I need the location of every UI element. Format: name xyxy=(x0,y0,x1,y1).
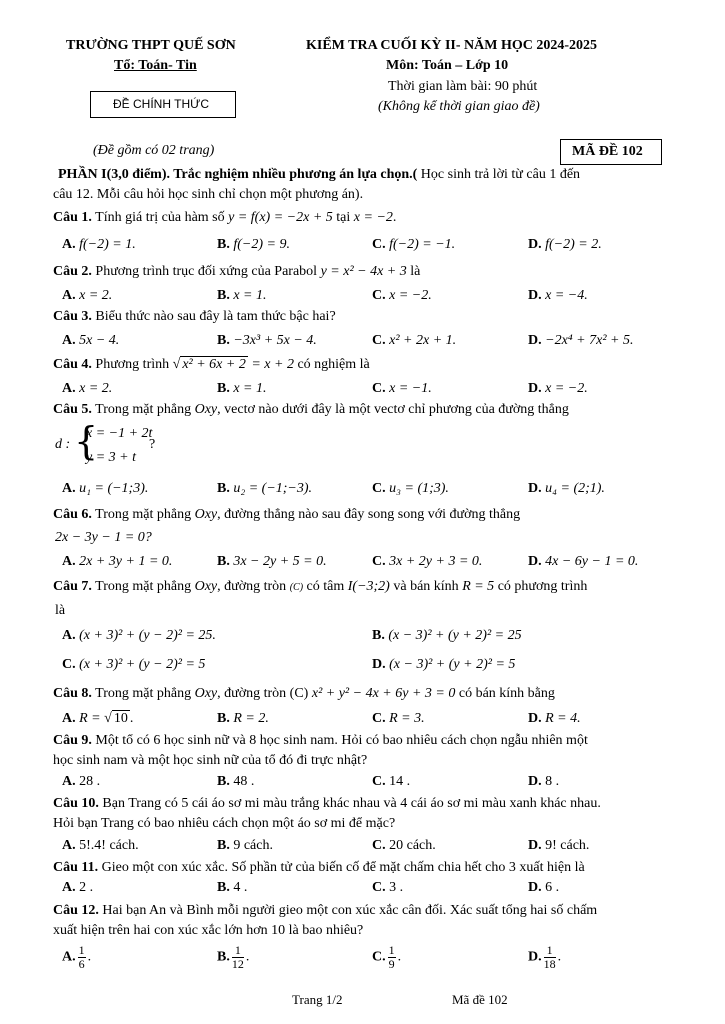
q1-tail: tại xyxy=(332,210,354,225)
question-9: Câu 9. Một tổ có 6 học sinh nữ và 8 học sinh nam. Hỏi có bao nhiêu cách chọn ngẫu nhiên một xyxy=(53,733,588,748)
q1-end: . xyxy=(392,210,397,225)
q5-sys-1: x = −1 + 2t xyxy=(86,426,153,441)
q7-option-a[interactable]: A. (x + 3)² + (y − 2)² = 25. xyxy=(62,628,216,643)
school-name: TRƯỜNG THPT QUẾ SƠN xyxy=(66,38,236,53)
q3-option-a[interactable]: A. 5x − 4. xyxy=(62,333,120,348)
q11-option-b[interactable]: B. 4 . xyxy=(217,880,248,895)
q12-option-b[interactable]: B. $\frac{1}{12}$ . xyxy=(217,943,250,971)
q7-option-c[interactable]: C. (x + 3)² + (y − 2)² = 5 xyxy=(62,657,206,672)
q1-label: Câu 1. xyxy=(53,210,92,225)
q9-option-d[interactable]: D. 8 . xyxy=(528,774,560,789)
q3-option-d[interactable]: D. −2x⁴ + 7x² + 5. xyxy=(528,333,634,348)
q10-option-a[interactable]: A. 5!.4! cách. xyxy=(62,838,139,853)
q7-option-d[interactable]: D. (x − 3)² + (y + 2)² = 5 xyxy=(372,657,516,672)
question-1 xyxy=(53,210,396,226)
q8-option-d[interactable]: D. R = 4. xyxy=(528,711,581,726)
q4-option-d[interactable]: D. x = −2. xyxy=(528,381,588,396)
q6-option-a[interactable]: A. 2x + 3y + 1 = 0. xyxy=(62,554,173,569)
q4-option-a[interactable]: A. x = 2. xyxy=(62,381,113,396)
footer-code: Mã đề 102 xyxy=(452,992,508,1007)
question-7: Câu 7. Trong mặt phẳng Oxy, đường tròn (C) có tâm I(−3;2) và bán kính R = 5 có phương trình xyxy=(53,579,588,594)
q6-option-b[interactable]: B. 3x − 2y + 5 = 0. xyxy=(217,554,327,569)
q4-option-c[interactable]: C. x = −1. xyxy=(372,381,432,396)
question-6: Câu 6. Trong mặt phẳng Oxy, đường thẳng nào sau đây song song với đường thẳng xyxy=(53,507,521,522)
q12-option-c[interactable]: C. $\frac{1}{9}$ . xyxy=(372,943,402,971)
question-8: Câu 8. Trong mặt phẳng Oxy, đường tròn (C) x² + y² − 4x + 6y + 3 = 0 có bán kính bằng xyxy=(53,686,555,701)
exam-time: Thời gian làm bài: 90 phút xyxy=(388,79,538,94)
q12-option-a[interactable]: A. $\frac{1}{6}$ . xyxy=(62,943,92,971)
q4-option-b[interactable]: B. x = 1. xyxy=(217,381,267,396)
q5-line-d: d : xyxy=(55,437,71,452)
q10-option-d[interactable]: D. 9! cách. xyxy=(528,838,590,853)
question-10: Câu 10. Bạn Trang có 5 cái áo sơ mi màu trắng khác nhau và 4 cái áo sơ mi màu xanh khác nhau. xyxy=(53,796,601,811)
question-3: Câu 3. Biểu thức nào sau đây là tam thức bậc hai? xyxy=(53,309,336,324)
exam-note: (Không kể thời gian giao đề) xyxy=(378,99,540,114)
q1-option-d[interactable]: D. f(−2) = 2. xyxy=(528,237,602,252)
q2-option-a[interactable]: A. x = 2. xyxy=(62,288,113,303)
q8-option-a[interactable]: A. R = √ 10 . xyxy=(62,711,134,726)
q5-option-c[interactable]: C. u₃ = (1;3). xyxy=(372,481,449,496)
sqrt-sign: √ xyxy=(172,357,181,372)
q9-option-c[interactable]: C. 14 . xyxy=(372,774,411,789)
q11-option-a[interactable]: A. 2 . xyxy=(62,880,94,895)
q3-option-c[interactable]: C. x² + 2x + 1. xyxy=(372,333,457,348)
q5-qmark: ? xyxy=(149,437,156,452)
exam-subject: Môn: Toán – Lớp 10 xyxy=(386,58,509,73)
q12-line2: xuất hiện trên hai con xúc xắc lớn hơn 10 là bao nhiêu? xyxy=(53,923,364,938)
q12-option-d[interactable]: D. $\frac{1}{18}$ . xyxy=(528,943,562,971)
exam-title: KIỂM TRA CUỐI KỲ II- NĂM HỌC 2024-2025 xyxy=(306,38,598,53)
q6-line2: 2x − 3y − 1 = 0? xyxy=(55,530,152,545)
q6-option-c[interactable]: C. 3x + 2y + 3 = 0. xyxy=(372,554,483,569)
q5-option-b[interactable]: B. u₂ = (−1;−3). xyxy=(217,481,313,496)
q5-option-d[interactable]: D. u₄ = (2;1). xyxy=(528,481,605,496)
exam-code: MÃ ĐỀ 102 xyxy=(572,144,643,159)
q10-line2: Hỏi bạn Trang có bao nhiêu cách chọn một áo sơ mi để mặc? xyxy=(53,816,396,831)
question-5: Câu 5. Trong mặt phẳng Oxy, vectơ nào dưới đây là một vectơ chỉ phương của đường thẳng xyxy=(53,402,569,417)
q3-option-b[interactable]: B. −3x³ + 5x − 4. xyxy=(217,333,317,348)
q1-at: x = −2 xyxy=(353,210,393,225)
question-12: Câu 12. Hai bạn An và Bình mỗi người gieo một con xúc xắc cân đối. Xác suất tổng hai số chấm xyxy=(53,903,598,918)
q9-option-b[interactable]: B. 48 . xyxy=(217,774,255,789)
q1-option-b[interactable]: B. f(−2) = 9. xyxy=(217,237,290,252)
footer-page: Trang 1/2 xyxy=(292,992,343,1007)
q5-option-a[interactable]: A. u₁ = (−1;3). xyxy=(62,481,149,496)
official-label: ĐỀ CHÍNH THỨC xyxy=(113,97,210,111)
q2-option-c[interactable]: C. x = −2. xyxy=(372,288,432,303)
q8-option-b[interactable]: B. R = 2. xyxy=(217,711,269,726)
q1-expr: y = f(x) = −2x + 5 xyxy=(228,210,333,225)
part1-line2: câu 12. Mỗi câu hỏi học sinh chỉ chọn một phương án). xyxy=(53,187,364,202)
q6-option-d[interactable]: D. 4x − 6y − 1 = 0. xyxy=(528,554,639,569)
q10-option-b[interactable]: B. 9 cách. xyxy=(217,838,273,853)
part1-title: PHẦN I(3,0 điểm). Trắc nghiệm nhiều phương án lựa chọn.( xyxy=(58,167,418,182)
q7-option-b[interactable]: B. (x − 3)² + (y + 2)² = 25 xyxy=(372,628,522,643)
q1-text: Tính giá trị của hàm số xyxy=(91,210,229,225)
q9-option-a[interactable]: A. 28 . xyxy=(62,774,101,789)
part1-line1 xyxy=(58,167,580,183)
q1-option-a[interactable]: A. f(−2) = 1. xyxy=(62,237,136,252)
q8-option-c[interactable]: C. R = 3. xyxy=(372,711,425,726)
question-4: Câu 4. Phương trình √ x² + 6x + 2 = x + 2 có nghiệm là xyxy=(53,357,370,372)
question-11: Câu 11. Gieo một con xúc xắc. Số phần tử của biến cố để mặt chấm chia hết cho 3 xuất hiện là xyxy=(53,860,585,875)
q9-line2: học sinh nam và một học sinh nữ của tổ đó đi trực nhật? xyxy=(53,753,368,768)
q11-option-d[interactable]: D. 6 . xyxy=(528,880,560,895)
q2-option-d[interactable]: D. x = −4. xyxy=(528,288,588,303)
pages-note: (Đề gồm có 02 trang) xyxy=(93,143,215,158)
system-brace: { xyxy=(74,419,99,463)
q2-option-b[interactable]: B. x = 1. xyxy=(217,288,267,303)
department: Tổ: Toán- Tin xyxy=(114,58,197,73)
question-2: Câu 2. Phương trình trục đối xứng của Parabol y = x² − 4x + 3 là xyxy=(53,264,421,279)
part1-line1-rest: Học sinh trả lời từ câu 1 đến xyxy=(417,167,581,182)
q5-sys-2: y = 3 + t xyxy=(86,450,136,465)
q7-line2: là xyxy=(55,603,66,618)
q11-option-c[interactable]: C. 3 . xyxy=(372,880,404,895)
q1-option-c[interactable]: C. f(−2) = −1. xyxy=(372,237,456,252)
q10-option-c[interactable]: C. 20 cách. xyxy=(372,838,436,853)
